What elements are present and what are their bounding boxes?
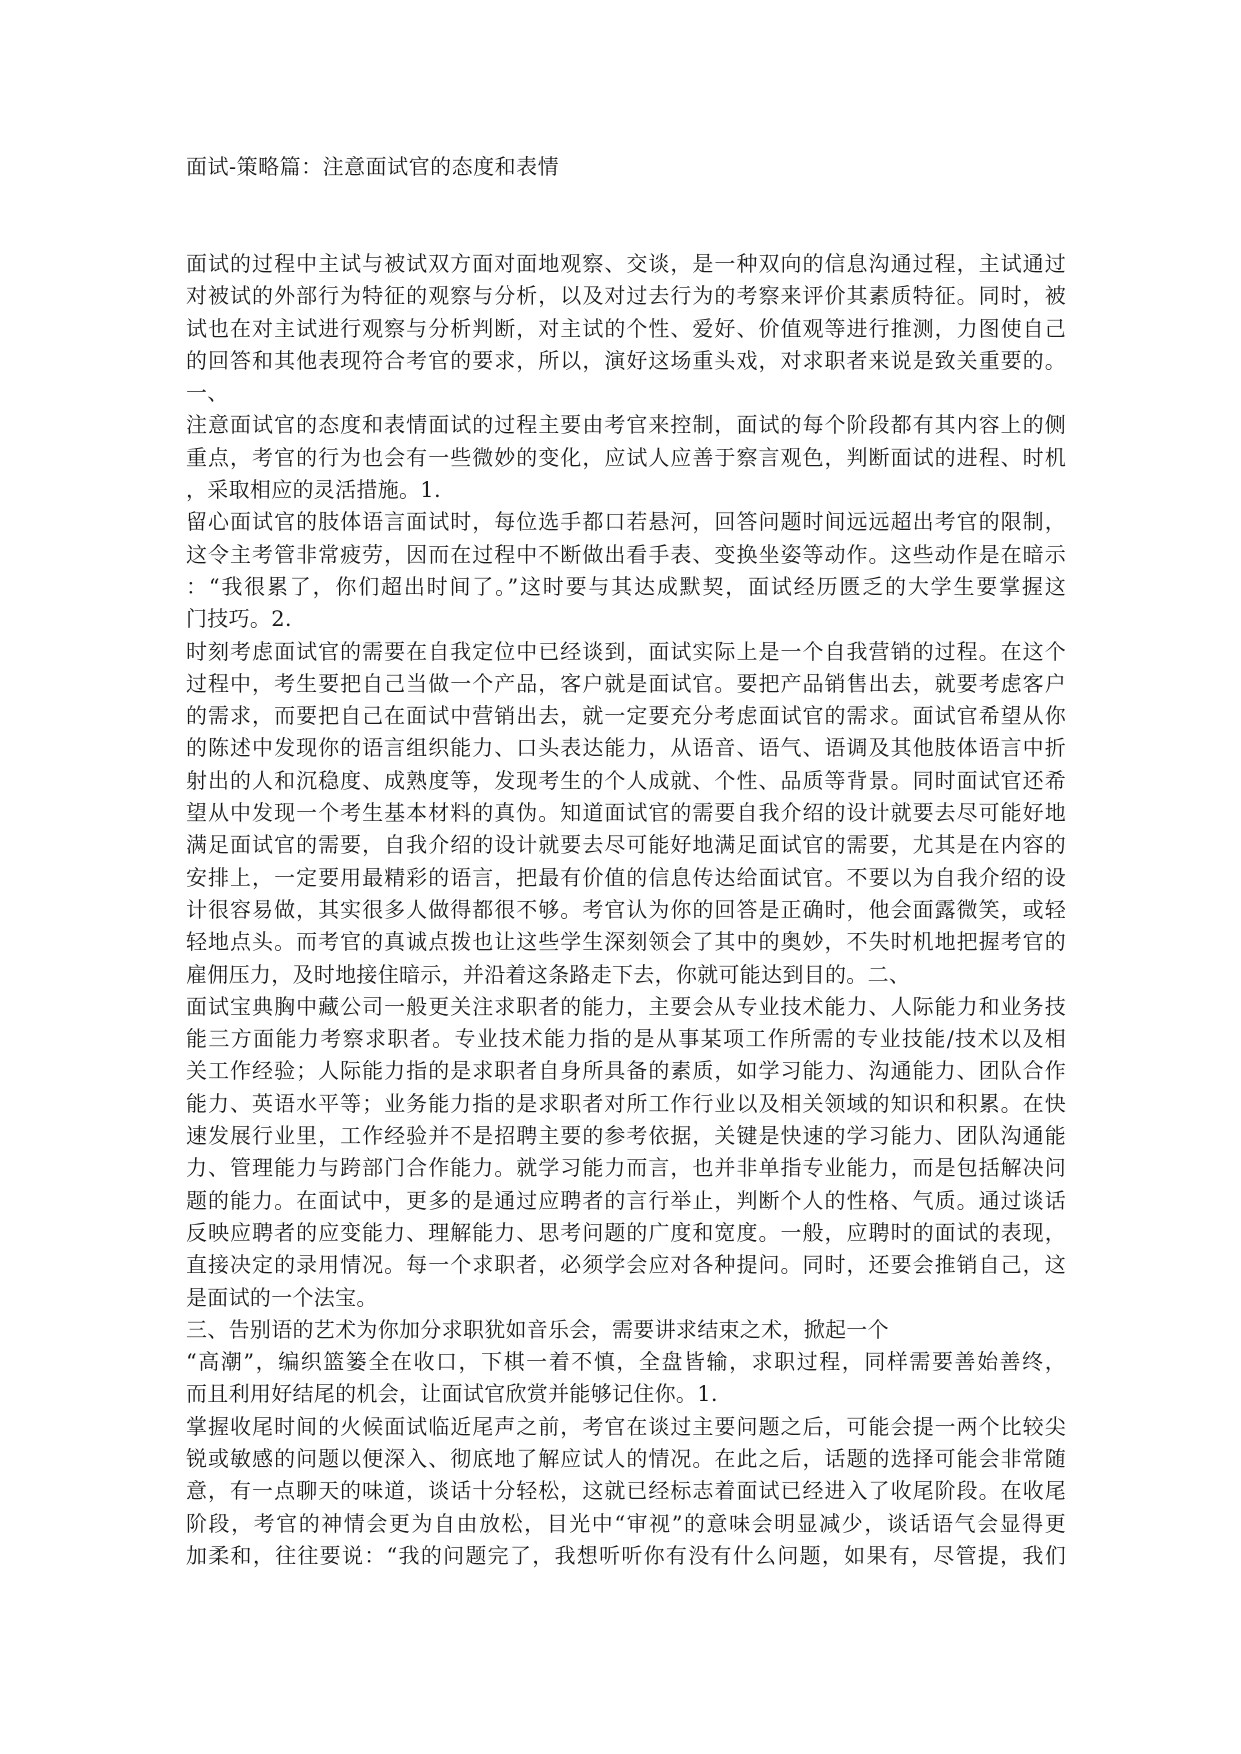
- text-line: 轻地点头。而考官的真诚点拨也让这些学生深刻领会了其中的奥妙，不失时机地把握考官的: [186, 930, 1066, 955]
- document-title: 面试-策略篇：注意面试官的态度和表情: [186, 155, 560, 179]
- text-line: 加柔和，往往要说：“我的问题完了，我想听听你有没有什么问题，如果有，尽管提，我们: [186, 1543, 1066, 1568]
- text-line: 直接决定的录用情况。每一个求职者，必须学会应对各种提问。同时，还要会推销自己，这: [186, 1253, 1066, 1278]
- text-line: 面试宝典胸中藏公司一般更关注求职者的能力，主要会从专业技术能力、人际能力和业务技: [186, 994, 1066, 1019]
- text-line: 的回答和其他表现符合考官的要求，所以，演好这场重头戏，对求职者来说是致关重要的。: [186, 348, 1066, 373]
- text-line: 题的能力。在面试中，更多的是通过应聘者的言行举止，判断个人的性格、气质。通过谈话: [186, 1188, 1066, 1213]
- text-line: 望从中发现一个考生基本材料的真伪。知道面试官的需要自我介绍的设计就要去尽可能好地: [186, 801, 1066, 826]
- text-line: 锐或敏感的问题以便深入、彻底地了解应试人的情况。在此之后，话题的选择可能会非常随: [186, 1446, 1066, 1471]
- text-line: 对被试的外部行为特征的观察与分析，以及对过去行为的考察来评价其素质特征。同时，被: [186, 284, 1066, 309]
- text-line: 一、: [186, 381, 229, 406]
- text-line: 过程中，考生要把自己当做一个产品，客户就是面试官。要把产品销售出去，就要考虑客户: [186, 671, 1066, 696]
- text-line: 试也在对主试进行观察与分析判断，对主试的个性、爱好、价值观等进行推测，力图使自己: [186, 316, 1066, 341]
- text-line: 计很容易做，其实很多人做得都很不够。考官认为你的回答是正确时，他会面露微笑，或轻: [186, 897, 1066, 922]
- text-line: 反映应聘者的应变能力、理解能力、思考问题的广度和宽度。一般，应聘时的面试的表现，: [186, 1220, 1066, 1245]
- text-line: 门技巧。2.: [186, 607, 292, 632]
- text-line: 的需求，而要把自己在面试中营销出去，就一定要充分考虑面试官的需求。面试官希望从你: [186, 704, 1066, 729]
- text-line: 的陈述中发现你的语言组织能力、口头表达能力，从语音、语气、语调及其他肢体语言中折: [186, 736, 1066, 761]
- text-line: ：“我很累了，你们超出时间了。”这时要与其达成默契，面试经历匮乏的大学生要掌握这: [186, 574, 1066, 599]
- text-line: 能三方面能力考察求职者。专业技术能力指的是从事某项工作所需的专业技能/技术以及相: [186, 1027, 1066, 1052]
- text-line: 安排上，一定要用最精彩的语言，把最有价值的信息传达给面试官。不要以为自我介绍的设: [186, 865, 1066, 890]
- text-line: “高潮”，编织篮篓全在收口，下棋一着不慎，全盘皆输，求职过程，同样需要善始善终，: [186, 1350, 1066, 1375]
- text-line: 力、管理能力与跨部门合作能力。就学习能力而言，也并非单指专业能力，而是包括解决问: [186, 1156, 1066, 1181]
- text-line: 意，有一点聊天的味道，谈话十分轻松，这就已经标志着面试已经进入了收尾阶段。在收尾: [186, 1479, 1066, 1504]
- text-line: 阶段，考官的神情会更为自由放松，目光中“审视”的意味会明显减少，谈话语气会显得更: [186, 1511, 1066, 1536]
- text-line: 速发展行业里，工作经验并不是招聘主要的参考依据，关键是快速的学习能力、团队沟通能: [186, 1124, 1066, 1149]
- text-line: 关工作经验；人际能力指的是求职者自身所具备的素质，如学习能力、沟通能力、团队合作: [186, 1059, 1066, 1084]
- text-line: 时刻考虑面试官的需要在自我定位中已经谈到，面试实际上是一个自我营销的过程。在这个: [186, 639, 1066, 664]
- text-line: 重点，考官的行为也会有一些微妙的变化，应试人应善于察言观色，判断面试的进程、时机: [186, 445, 1066, 470]
- text-line: 而且利用好结尾的机会，让面试官欣赏并能够记住你。1.: [186, 1382, 718, 1407]
- text-line: ，采取相应的灵活措施。1.: [186, 478, 441, 503]
- text-line: 这令主考管非常疲劳，因而在过程中不断做出看手表、变换坐姿等动作。这些动作是在暗示: [186, 542, 1066, 567]
- document-body: [186, 248, 1066, 1572]
- text-line: 能力、英语水平等；业务能力指的是求职者对所工作行业以及相关领域的知识和积累。在快: [186, 1091, 1066, 1116]
- text-line: 雇佣压力，及时地接住暗示，并沿着这条路走下去，你就可能达到目的。二、: [186, 962, 911, 987]
- text-line: 面试的过程中主试与被试双方面对面地观察、交谈，是一种双向的信息沟通过程，主试通过: [186, 252, 1066, 276]
- text-line: 满足面试官的需要，自我介绍的设计就要去尽可能好地满足面试官的需要，尤其是在内容的: [186, 833, 1066, 858]
- text-line: 三、告别语的艺术为你加分求职犹如音乐会，需要讲求结束之术，掀起一个: [186, 1317, 889, 1342]
- text-line: 留心面试官的肢体语言面试时，每位选手都口若悬河，回答问题时间远远超出考官的限制，: [186, 510, 1066, 535]
- text-line: 掌握收尾时间的火候面试临近尾声之前，考官在谈过主要问题之后，可能会提一两个比较尖: [186, 1414, 1066, 1439]
- text-line: 是面试的一个法宝。: [186, 1285, 378, 1310]
- text-line: 射出的人和沉稳度、成熟度等，发现考生的个人成就、个性、品质等背景。同时面试官还希: [186, 768, 1066, 793]
- text-line: 注意面试官的态度和表情面试的过程主要由考官来控制，面试的每个阶段都有其内容上的侧: [186, 413, 1066, 438]
